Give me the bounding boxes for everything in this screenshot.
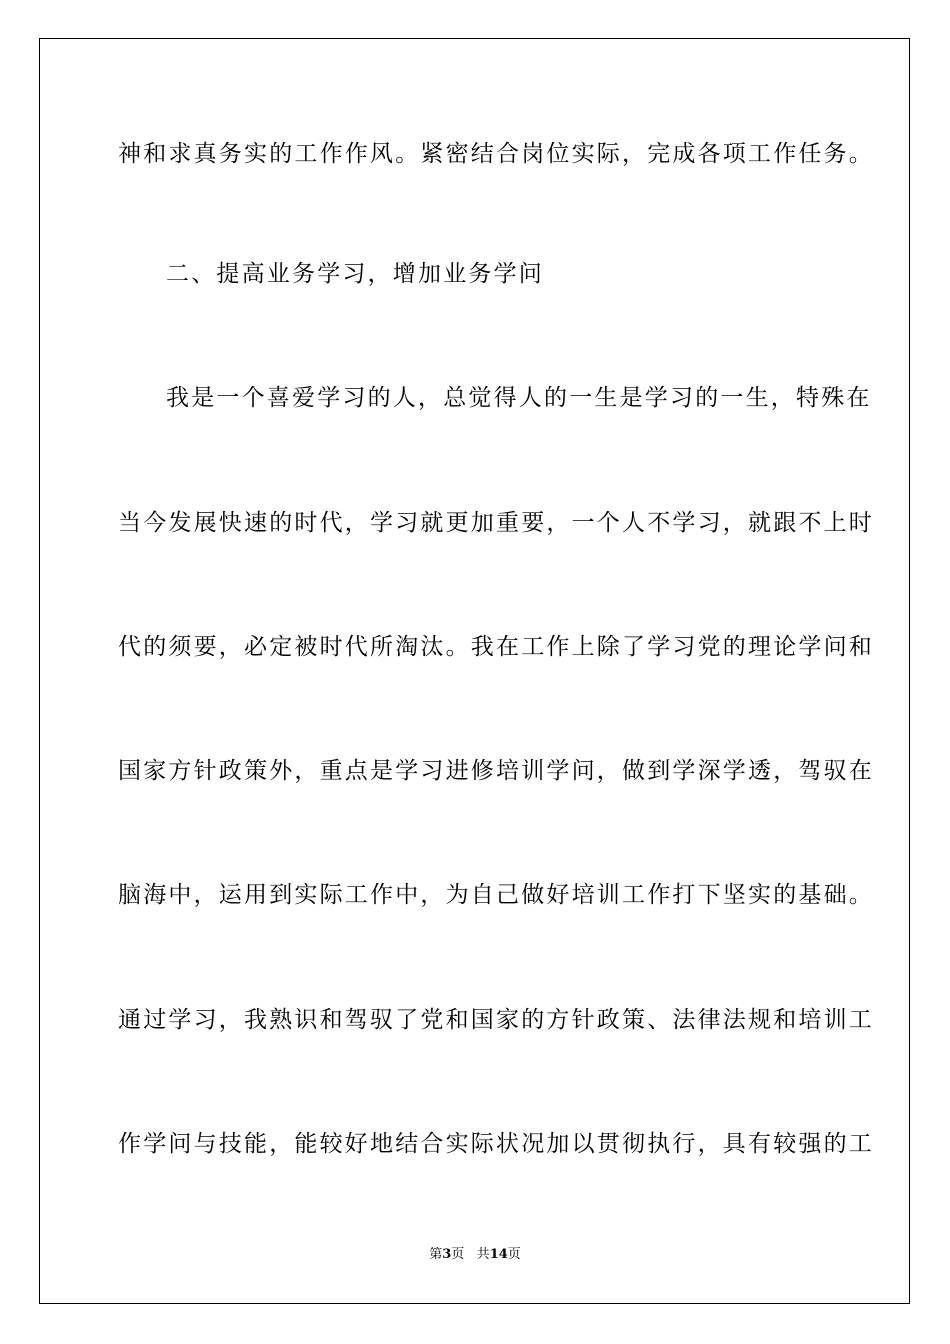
page-number: 3 — [442, 1247, 452, 1262]
body-text-line-2: 我是一个喜爱学习的人，总觉得人的一生是学习的一生，特殊在 — [166, 385, 872, 411]
body-text-line-7: 通过学习，我熟识和驾驭了党和国家的方针政策、法律法规和培训工 — [118, 1007, 874, 1033]
page-footer — [0, 1246, 950, 1264]
total-pages: 14 — [489, 1247, 508, 1262]
body-text-line-5: 国家方针政策外，重点是学习进修培训学问，做到学深学透，驾驭在 — [118, 758, 874, 784]
page-prefix: 第 — [429, 1247, 443, 1262]
body-text-line-3: 当今发展快速的时代，学习就更加重要，一个人不学习，就跟不上时 — [118, 510, 874, 536]
total-suffix: 页 — [507, 1247, 521, 1262]
body-text-line-4: 代的须要，必定被时代所淘汰。我在工作上除了学习党的理论学问和 — [118, 634, 874, 660]
page-suffix: 页 — [451, 1247, 465, 1262]
page-frame — [39, 38, 910, 1304]
total-prefix: 共 — [476, 1247, 490, 1262]
body-text-line-8: 作学问与技能，能较好地结合实际状况加以贯彻执行，具有较强的工 — [118, 1131, 874, 1157]
body-text-line-6: 脑海中，运用到实际工作中，为自己做好培训工作打下坚实的基础。 — [118, 882, 874, 908]
body-text-line-1: 神和求真务实的工作作风。紧密结合岗位实际，完成各项工作任务。 — [118, 141, 874, 167]
section-heading: 二、提高业务学习，增加业务学问 — [166, 261, 544, 287]
